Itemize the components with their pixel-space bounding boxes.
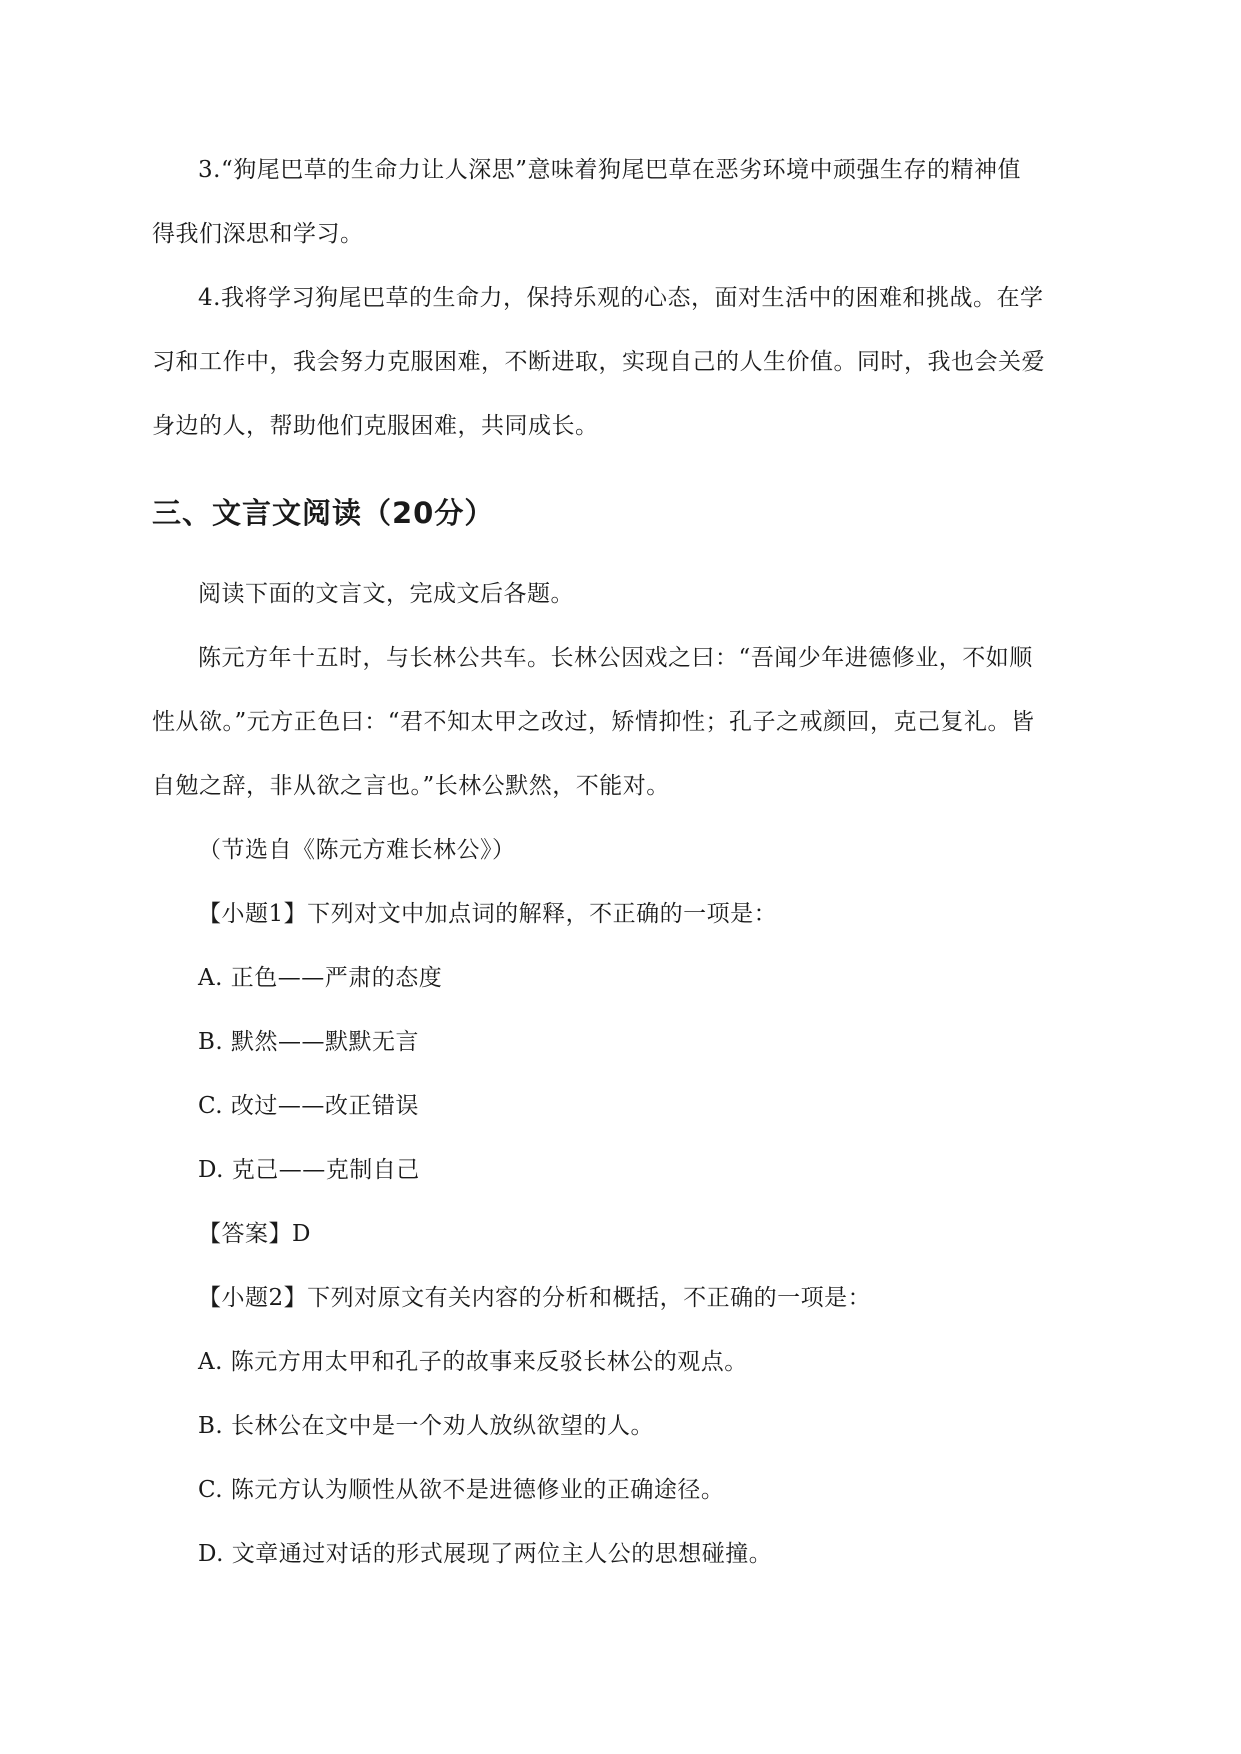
question-2-option-d: D. 文章通过对话的形式展现了两位主人公的思想碰撞。 [198,1541,773,1567]
passage-line-3: 自勉之辞，非从欲之言也。”长林公默然，不能对。 [152,773,670,799]
question-2-option-c: C. 陈元方认为顺性从欲不是进德修业的正确途径。 [198,1477,725,1503]
question-1 [152,882,1092,1266]
question-1-answer: 【答案】D [198,1221,311,1247]
document-page [152,138,1092,1586]
section-heading: 三、文言文阅读（20分） [152,496,495,530]
passage-line-1: 陈元方年十五时，与长林公共车。长林公因戏之曰：“吾闻少年进德修业，不如顺 [198,645,1033,671]
passage-line-2: 性从欲。”元方正色曰：“君不知太甲之改过，矫情抑性；孔子之戒颜回，克己复礼。皆 [152,709,1035,735]
reading-instruction: 阅读下面的文言文，完成文后各题。 [198,581,574,607]
question-1-option-d: D. 克己——克制自己 [198,1157,420,1183]
answer-4-line-2: 习和工作中，我会努力克服困难，不断进取，实现自己的人生价值。同时，我也会关爱 [152,349,1045,375]
question-1-option-a: A. 正色——严肃的态度 [198,965,443,991]
answer-4-line-1: 4.我将学习狗尾巴草的生命力，保持乐观的心态，面对生活中的困难和挑战。在学 [198,285,1044,311]
question-2-option-a: A. 陈元方用太甲和孔子的故事来反驳长林公的观点。 [198,1349,748,1375]
question-2 [152,1266,1092,1586]
passage-source: （节选自《陈元方难长林公》） [198,837,516,863]
classical-passage [152,626,1092,818]
question-1-option-b: B. 默然——默默无言 [198,1029,420,1055]
answer-3-line-1: 3.“狗尾巴草的生命力让人深思”意味着狗尾巴草在恶劣环境中顽强生存的精神值 [198,157,1021,183]
question-2-option-b: B. 长林公在文中是一个劝人放纵欲望的人。 [198,1413,655,1439]
question-2-stem: 【小题2】下列对原文有关内容的分析和概括，不正确的一项是： [198,1285,872,1311]
question-1-stem: 【小题1】下列对文中加点词的解释，不正确的一项是： [198,901,778,927]
answer-item-3 [152,138,1092,266]
answer-item-4 [152,266,1092,458]
question-1-option-c: C. 改过——改正错误 [198,1093,419,1119]
answer-3-line-2: 得我们深思和学习。 [152,221,364,247]
answer-4-line-3: 身边的人，帮助他们克服困难，共同成长。 [152,413,599,439]
